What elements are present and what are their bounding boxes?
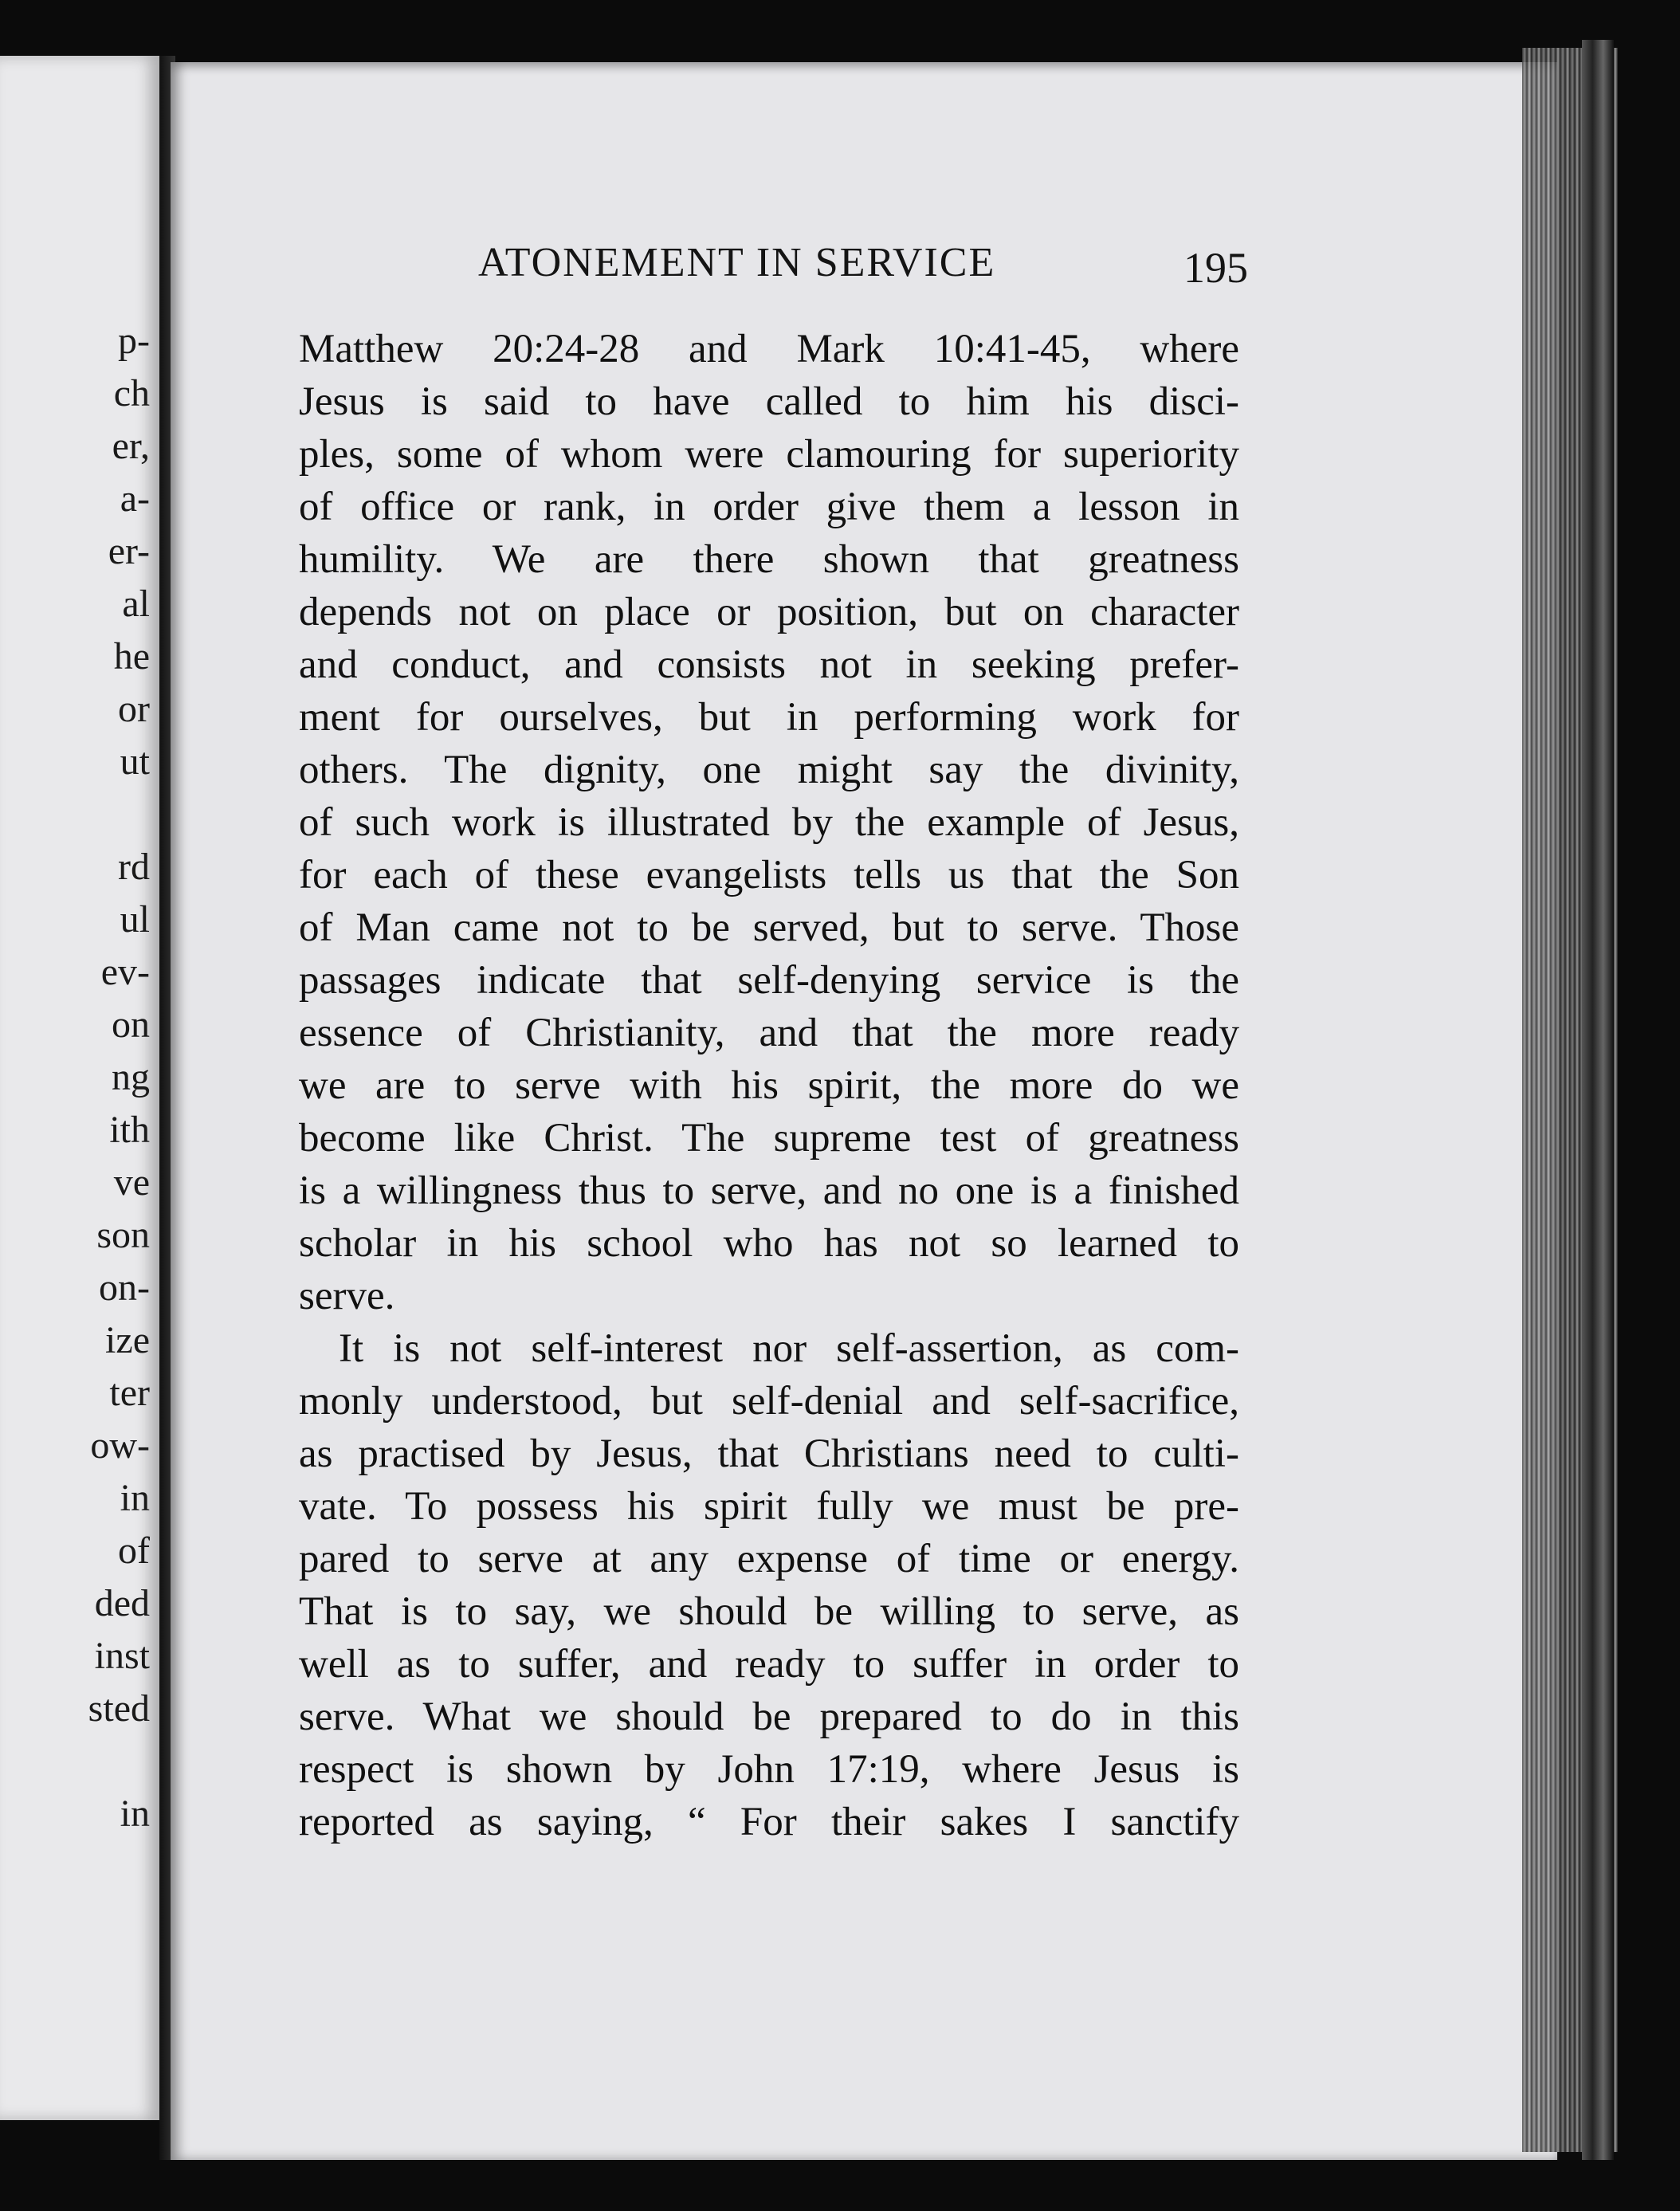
text-line: depends not on place or position, but on character [299,590,1239,634]
left-page-fragment: he [113,635,150,677]
text-line: well as to suffer, and ready to suffer in order to [299,1642,1239,1687]
left-page-fragment: p- [118,320,150,362]
left-page-fragment: al [122,583,150,625]
text-line: and conduct, and consists not in seeking prefer- [299,642,1239,687]
text-line: pared to serve at any expense of time or energy. [299,1537,1239,1581]
left-page-fragment: in [120,1793,150,1835]
text-line: for each of these evangelists tells us that the Son [299,853,1239,897]
text-line: serve. What we should be prepared to do in this [299,1695,1239,1739]
text-line: respect is shown by John 17:19, where Jesus is [299,1747,1239,1792]
left-page-fragment: a- [120,477,150,520]
left-page-fragment: ul [120,898,150,941]
left-page-fragment: on- [99,1267,150,1309]
left-page-fragment: ded [94,1582,150,1624]
left-page-fragment: er, [112,425,150,467]
left-page-fragment: er- [108,530,150,572]
left-page-fragment: on [112,1003,150,1046]
previous-page-fragment [0,56,166,2120]
text-line: Jesus is said to have called to him his disci- [299,379,1239,424]
text-line: ples, some of whom were clamouring for superiority [299,432,1239,477]
text-line: scholar in his school who has not so learned to [299,1221,1239,1266]
left-page-fragment: ith [109,1109,150,1151]
text-line: others. The dignity, one might say the divinity, [299,748,1239,792]
text-line: is a willingness thus to serve, and no one is a finished [299,1168,1239,1213]
paragraph [299,1322,1239,1848]
text-line: of Man came not to be served, but to serve. Those [299,905,1239,950]
text-line: That is to say, we should be willing to serve, as [299,1589,1239,1634]
left-page-fragment: of [118,1530,150,1572]
body-text [299,323,1239,1848]
left-page-fragment: ize [105,1319,150,1361]
text-line: Matthew 20:24-28 and Mark 10:41-45, where [299,327,1239,371]
left-page-fragment: inst [94,1635,150,1677]
text-line: It is not self-interest nor self-assertion, as com- [339,1326,1239,1371]
left-page-fragment: in [120,1477,150,1519]
text-line: we are to serve with his spirit, the more do we [299,1063,1239,1108]
text-line: become like Christ. The supreme test of greatness [299,1116,1239,1160]
text-line: monly understood, but self-denial and self-sacrifice, [299,1379,1239,1424]
page-edges-shadow [1582,40,1614,2160]
text-line: ment for ourselves, but in performing work for [299,695,1239,740]
text-line: humility. We are there shown that greatness [299,537,1239,582]
left-page-fragment: ter [109,1372,150,1414]
text-line: as practised by Jesus, that Christians need to culti- [299,1431,1239,1476]
page-number: 195 [1183,244,1248,292]
text-line: vate. To possess his spirit fully we must be pre- [299,1484,1239,1529]
text-line: of office or rank, in order give them a lesson in [299,485,1239,529]
left-page-fragment: ut [120,740,150,783]
left-page-fragment: or [118,688,150,730]
left-page-fragment: ow- [90,1424,150,1467]
text-line: serve. [299,1274,395,1318]
text-line: essence of Christianity, and that the more ready [299,1011,1239,1055]
text-line: of such work is illustrated by the example of Jesus, [299,800,1239,845]
text-line: passages indicate that self-denying service is the [299,958,1239,1003]
running-head: ATONEMENT IN SERVICE [478,240,996,285]
left-page-fragment: ve [113,1161,150,1204]
left-page-fragment: son [96,1214,150,1256]
left-page-fragment: ev- [100,951,150,993]
left-page-fragment: sted [88,1687,150,1730]
left-page-fragment: ng [112,1056,150,1098]
text-line: reported as saying, “ For their sakes I sanctify [299,1800,1239,1844]
left-page-fragment: ch [113,372,150,414]
left-page-fragment: rd [118,846,150,888]
paragraph [299,323,1239,1322]
